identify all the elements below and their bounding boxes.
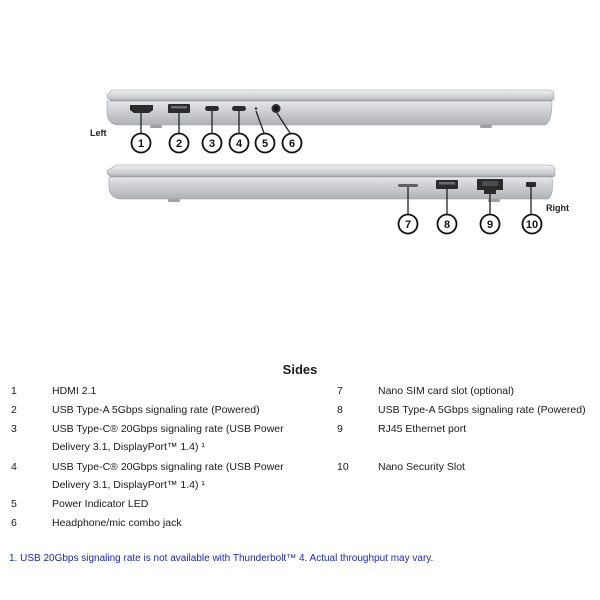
right-callout-label-10: 10	[525, 219, 539, 231]
port-number: 6	[11, 517, 17, 529]
right-side-label: Right	[546, 203, 569, 213]
left-callout-label-5: 5	[261, 138, 269, 150]
footnote: 1. USB 20Gbps signaling rate is not available with Thunderbolt™ 4. Actual throughput may vary.	[9, 553, 434, 564]
port-number: 4	[11, 461, 17, 473]
left-side-view	[90, 90, 554, 153]
port-description: Power Indicator LED	[52, 498, 149, 510]
port-number: 8	[337, 404, 343, 416]
left-callout-label-4: 4	[235, 138, 243, 150]
port-description: USB Type-C® 20Gbps signaling rate (USB Power	[52, 423, 284, 435]
right-callout-label-7: 7	[404, 219, 412, 231]
right-callouts	[399, 215, 542, 234]
section-title: Sides	[282, 362, 318, 377]
sim-slot	[398, 184, 418, 187]
right-callout-label-9: 9	[486, 219, 494, 231]
port-description: Nano SIM card slot (optional)	[378, 385, 514, 397]
usb-c-port-1	[205, 106, 219, 111]
usb-c-port-2	[232, 106, 246, 111]
port-description: RJ45 Ethernet port	[378, 423, 467, 435]
port-description: HDMI 2.1	[52, 385, 97, 397]
left-callout-label-3: 3	[208, 138, 216, 150]
port-number: 9	[337, 423, 343, 435]
port-description: USB Type-A 5Gbps signaling rate (Powered)	[378, 404, 586, 416]
left-callouts	[132, 134, 302, 153]
port-number: 7	[337, 385, 343, 397]
port-number: 3	[11, 423, 17, 435]
port-description: USB Type-C® 20Gbps signaling rate (USB Power	[52, 461, 284, 473]
port-number: 1	[11, 385, 17, 397]
port-description: Nano Security Slot	[378, 461, 465, 473]
port-description-continued: Delivery 3.1, DisplayPort™ 1.4) ¹	[52, 479, 205, 491]
security-slot	[526, 182, 536, 187]
port-number: 10	[337, 461, 349, 473]
right-callout-label-8: 8	[443, 219, 451, 231]
port-description: USB Type-A 5Gbps signaling rate (Powered)	[52, 404, 260, 416]
left-callout-label-2: 2	[175, 138, 183, 150]
left-side-label: Left	[90, 128, 107, 138]
port-description: Headphone/mic combo jack	[52, 517, 182, 529]
right-side-view	[107, 165, 569, 234]
hdmi-port	[130, 105, 153, 113]
power-led	[255, 107, 258, 110]
left-callout-label-1: 1	[137, 138, 145, 150]
left-callout-label-6: 6	[288, 138, 296, 150]
port-number: 2	[11, 404, 17, 416]
port-number: 5	[11, 498, 17, 510]
port-description-continued: Delivery 3.1, DisplayPort™ 1.4) ¹	[52, 441, 205, 453]
